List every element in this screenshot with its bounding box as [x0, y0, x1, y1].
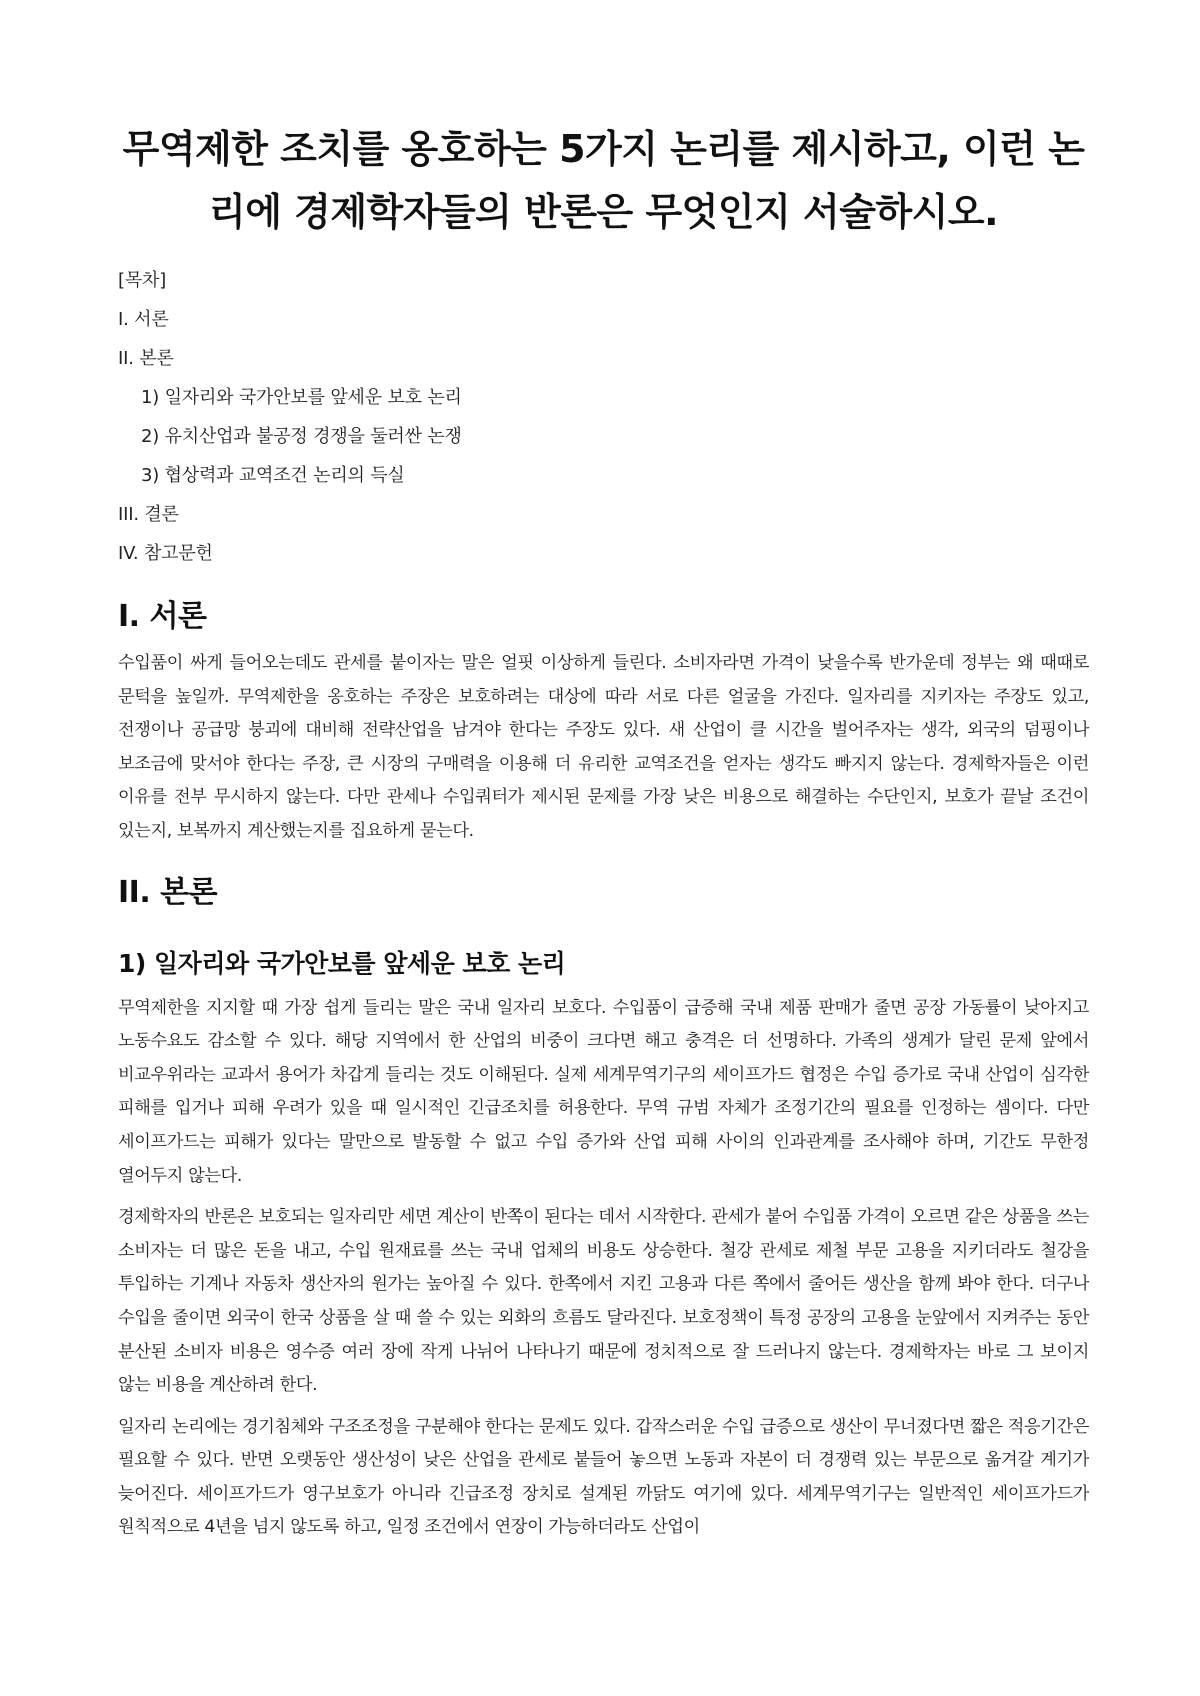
- intro-paragraph: 수입품이 싸게 들어오는데도 관세를 붙이자는 말은 얼핏 이상하게 들린다. 소비자라면 가격이 낮을수록 반가운데 정부는 왜 때때로 문턱을 높일까. 무역제한을 옹호하는 주장은 보호하려는 대상에 따라 서로 다른 얼굴을 가진다. 일자리를 지키자는 주장도 있고, 전쟁이나 공급망 붕괴에 대비해 전략산업을 남겨야 한다는 주장도 있다. 새 산업이 클 시간을 벌어주자는 생각, 외국의 덤핑이나 보조금에 맞서야 한다는 주장, 큰 시장의 구매력을 이용해 더 유리한 교역조건을 얻자는 생각도 빠지지 않는다. 경제학자들은 이런 이유를 전부 무시하지 않는다. 다만 관세나 수입쿼터가 제시된 문제를 가장 낮은 비용으로 해결하는 수단인지, 보호가 끝날 조건이 있는지, 보복까지 계산했는지를 집요하게 묻는다.: [118, 653, 1089, 841]
- toc-item-references: IV. 참고문헌: [118, 543, 213, 564]
- body-paragraph: 일자리 논리에는 경기침체와 구조조정을 구분해야 한다는 문제도 있다. 갑작스러운 수입 급증으로 생산이 무너졌다면 짧은 적응기간은 필요할 수 있다. 반면 오랫동안 생산성이 낮은 산업을 관세로 붙들어 놓으면 노동과 자본이 더 경쟁력 있는 부문으로 옮겨갈 계기가 늦어진다. 세이프가드가 영구보호가 아니라 긴급조정 장치로 설계된 까닭도 여기에 있다. 세계무역기구는 일반적인 세이프가드가 원칙적으로 4년을 넘지 않도록 하고, 일정 조건에서 연장이 가능하더라도 산업이: [118, 1416, 1089, 1538]
- table-of-contents: [118, 261, 1089, 573]
- body-paragraph: 경제학자의 반론은 보호되는 일자리만 세면 계산이 반쪽이 된다는 데서 시작한다. 관세가 붙어 수입품 가격이 오르면 같은 상품을 쓰는 소비자는 더 많은 돈을 내고, 수입 원재료를 쓰는 국내 업체의 비용도 상승한다. 철강 관세로 제철 부문 고용을 지키더라도 철강을 투입하는 기계나 자동차 생산자의 원가는 높아질 수 있다. 한쪽에서 지킨 고용과 다른 쪽에서 줄어든 생산을 함께 봐야 한다. 더구나 수입을 줄이면 외국이 한국 상품을 살 때 쓸 수 있는 외화의 흐름도 달라진다. 보호정책이 특정 공장의 고용을 눈앞에서 지켜주는 동안 분산된 소비자 비용은 영수증 여러 장에 작게 나뉘어 나타나기 때문에 정치적으로 잘 드러나지 않는다. 경제학자는 바로 그 보이지 않는 비용을 계산하려 한다.: [118, 1207, 1089, 1396]
- toc-item-body-1: 1) 일자리와 국가안보를 앞세운 보호 논리: [141, 387, 462, 408]
- toc-item-body-2: 2) 유치산업과 불공정 경쟁을 둘러싼 논쟁: [141, 426, 462, 447]
- toc-item-body-3: 3) 협상력과 교역조건 논리의 득실: [141, 465, 405, 486]
- body-paragraph: 무역제한을 지지할 때 가장 쉽게 들리는 말은 국내 일자리 보호다. 수입품이 급증해 국내 제품 판매가 줄면 공장 가동률이 낮아지고 노동수요도 감소할 수 있다. 해당 지역에서 한 산업의 비중이 크다면 해고 충격은 더 선명하다. 가족의 생계가 달린 문제 앞에서 비교우위라는 교과서 용어가 차갑게 들리는 것도 이해된다. 실제 세계무역기구의 세이프가드 협정은 수입 증가로 국내 산업이 심각한 피해를 입거나 피해 우려가 있을 때 일시적인 긴급조치를 허용한다. 무역 규범 자체가 조정기간의 필요를 인정하는 셈이다. 다만 세이프가드는 피해가 있다는 말만으로 발동할 수 없고 수입 증가와 산업 피해 사이의 인과관계를 조사해야 하며, 기간도 무한정 열어두지 않는다.: [118, 997, 1089, 1186]
- subsection-heading-1: 1) 일자리와 국가안보를 앞세운 보호 논리: [118, 948, 566, 978]
- document-title: 무역제한 조치를 옹호하는 5가지 논리를 제시하고, 이런 논리에 경제학자들의 반론은 무엇인지 서술하시오.: [122, 127, 1085, 234]
- toc-item-intro: I. 서론: [118, 309, 169, 330]
- toc-item-body: II. 본론: [118, 348, 174, 369]
- toc-heading: [목차]: [118, 270, 167, 291]
- section-heading-body: II. 본론: [118, 874, 218, 910]
- toc-item-conclusion: III. 결론: [118, 504, 179, 525]
- section-heading-intro: I. 서론: [118, 599, 207, 634]
